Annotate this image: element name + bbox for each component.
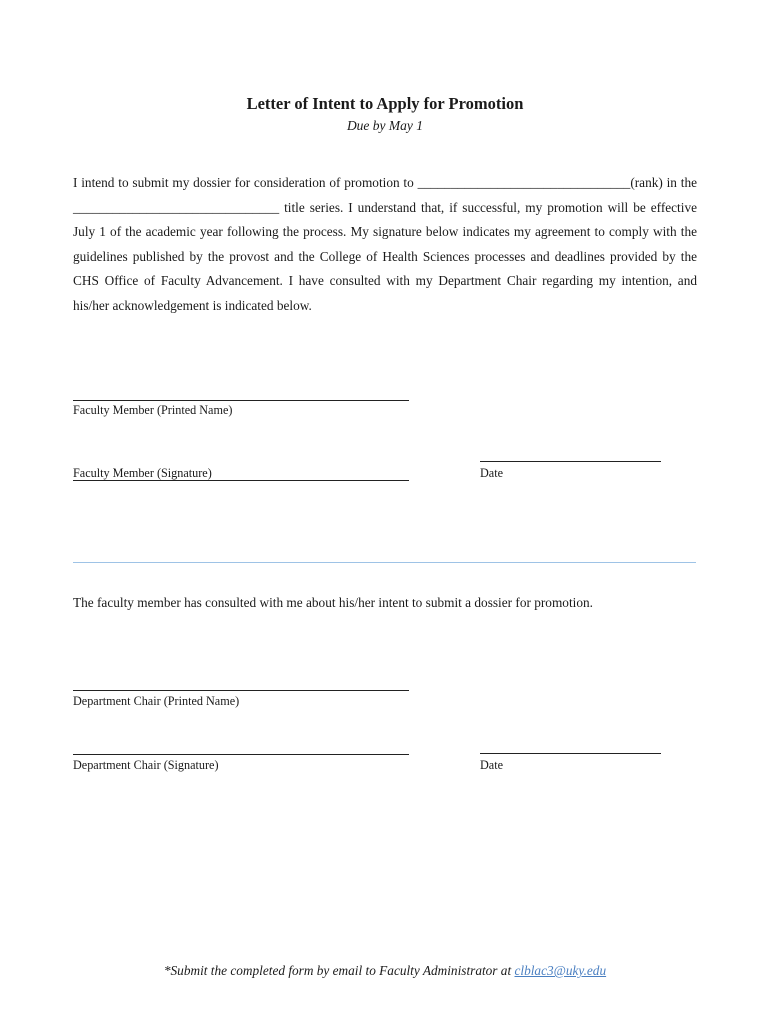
chair-signature-line[interactable] (73, 754, 409, 755)
section-divider (73, 562, 696, 563)
chair-date-line[interactable] (480, 753, 661, 754)
faculty-signature-line[interactable] (73, 480, 409, 481)
chair-signature-label: Department Chair (Signature) (73, 758, 219, 772)
title-series-blank[interactable]: _______________________________ (73, 199, 280, 215)
intent-text-rank-suffix: (rank) in (630, 175, 677, 190)
faculty-printed-name-line[interactable] (73, 400, 409, 401)
chair-printed-name-label: Department Chair (Printed Name) (73, 694, 240, 708)
intent-text-rest: title series. I understand that, if successful, my promotion will be effective July 1 of the academic year following the process. My signature below indicates my agreement to comply with the guidelines published by the provost and the College of Health Sciences processes and deadlines provided by the CHS Office of Faculty Advancement. I have consulted with my Department Chair regarding my intention, and his/her acknowledgement is indicated below. (73, 199, 697, 313)
intent-text-the: the (680, 175, 697, 190)
chair-statement: The faculty member has consulted with me about his/her intent to submit a dossier for promotion. (73, 595, 593, 610)
faculty-date-line[interactable] (480, 461, 661, 462)
administrator-email-link[interactable]: clblac3@uky.edu (514, 963, 607, 978)
chair-printed-name-line[interactable] (73, 690, 409, 691)
faculty-printed-name-label: Faculty Member (Printed Name) (73, 403, 233, 417)
intent-paragraph (73, 171, 697, 319)
faculty-date-label: Date (480, 466, 504, 480)
faculty-signature-label: Faculty Member (Signature) (73, 466, 212, 480)
submission-footer (0, 963, 770, 979)
document-title: Letter of Intent to Apply for Promotion (246, 94, 524, 113)
footer-text: *Submit the completed form by email to Faculty Administrator at (163, 963, 515, 978)
rank-blank[interactable]: ________________________________ (417, 175, 631, 190)
intent-text-prefix: I intend to submit my dossier for consideration of promotion to (73, 175, 418, 190)
chair-date-label: Date (480, 758, 504, 772)
due-date-subtitle: Due by May 1 (346, 118, 424, 133)
